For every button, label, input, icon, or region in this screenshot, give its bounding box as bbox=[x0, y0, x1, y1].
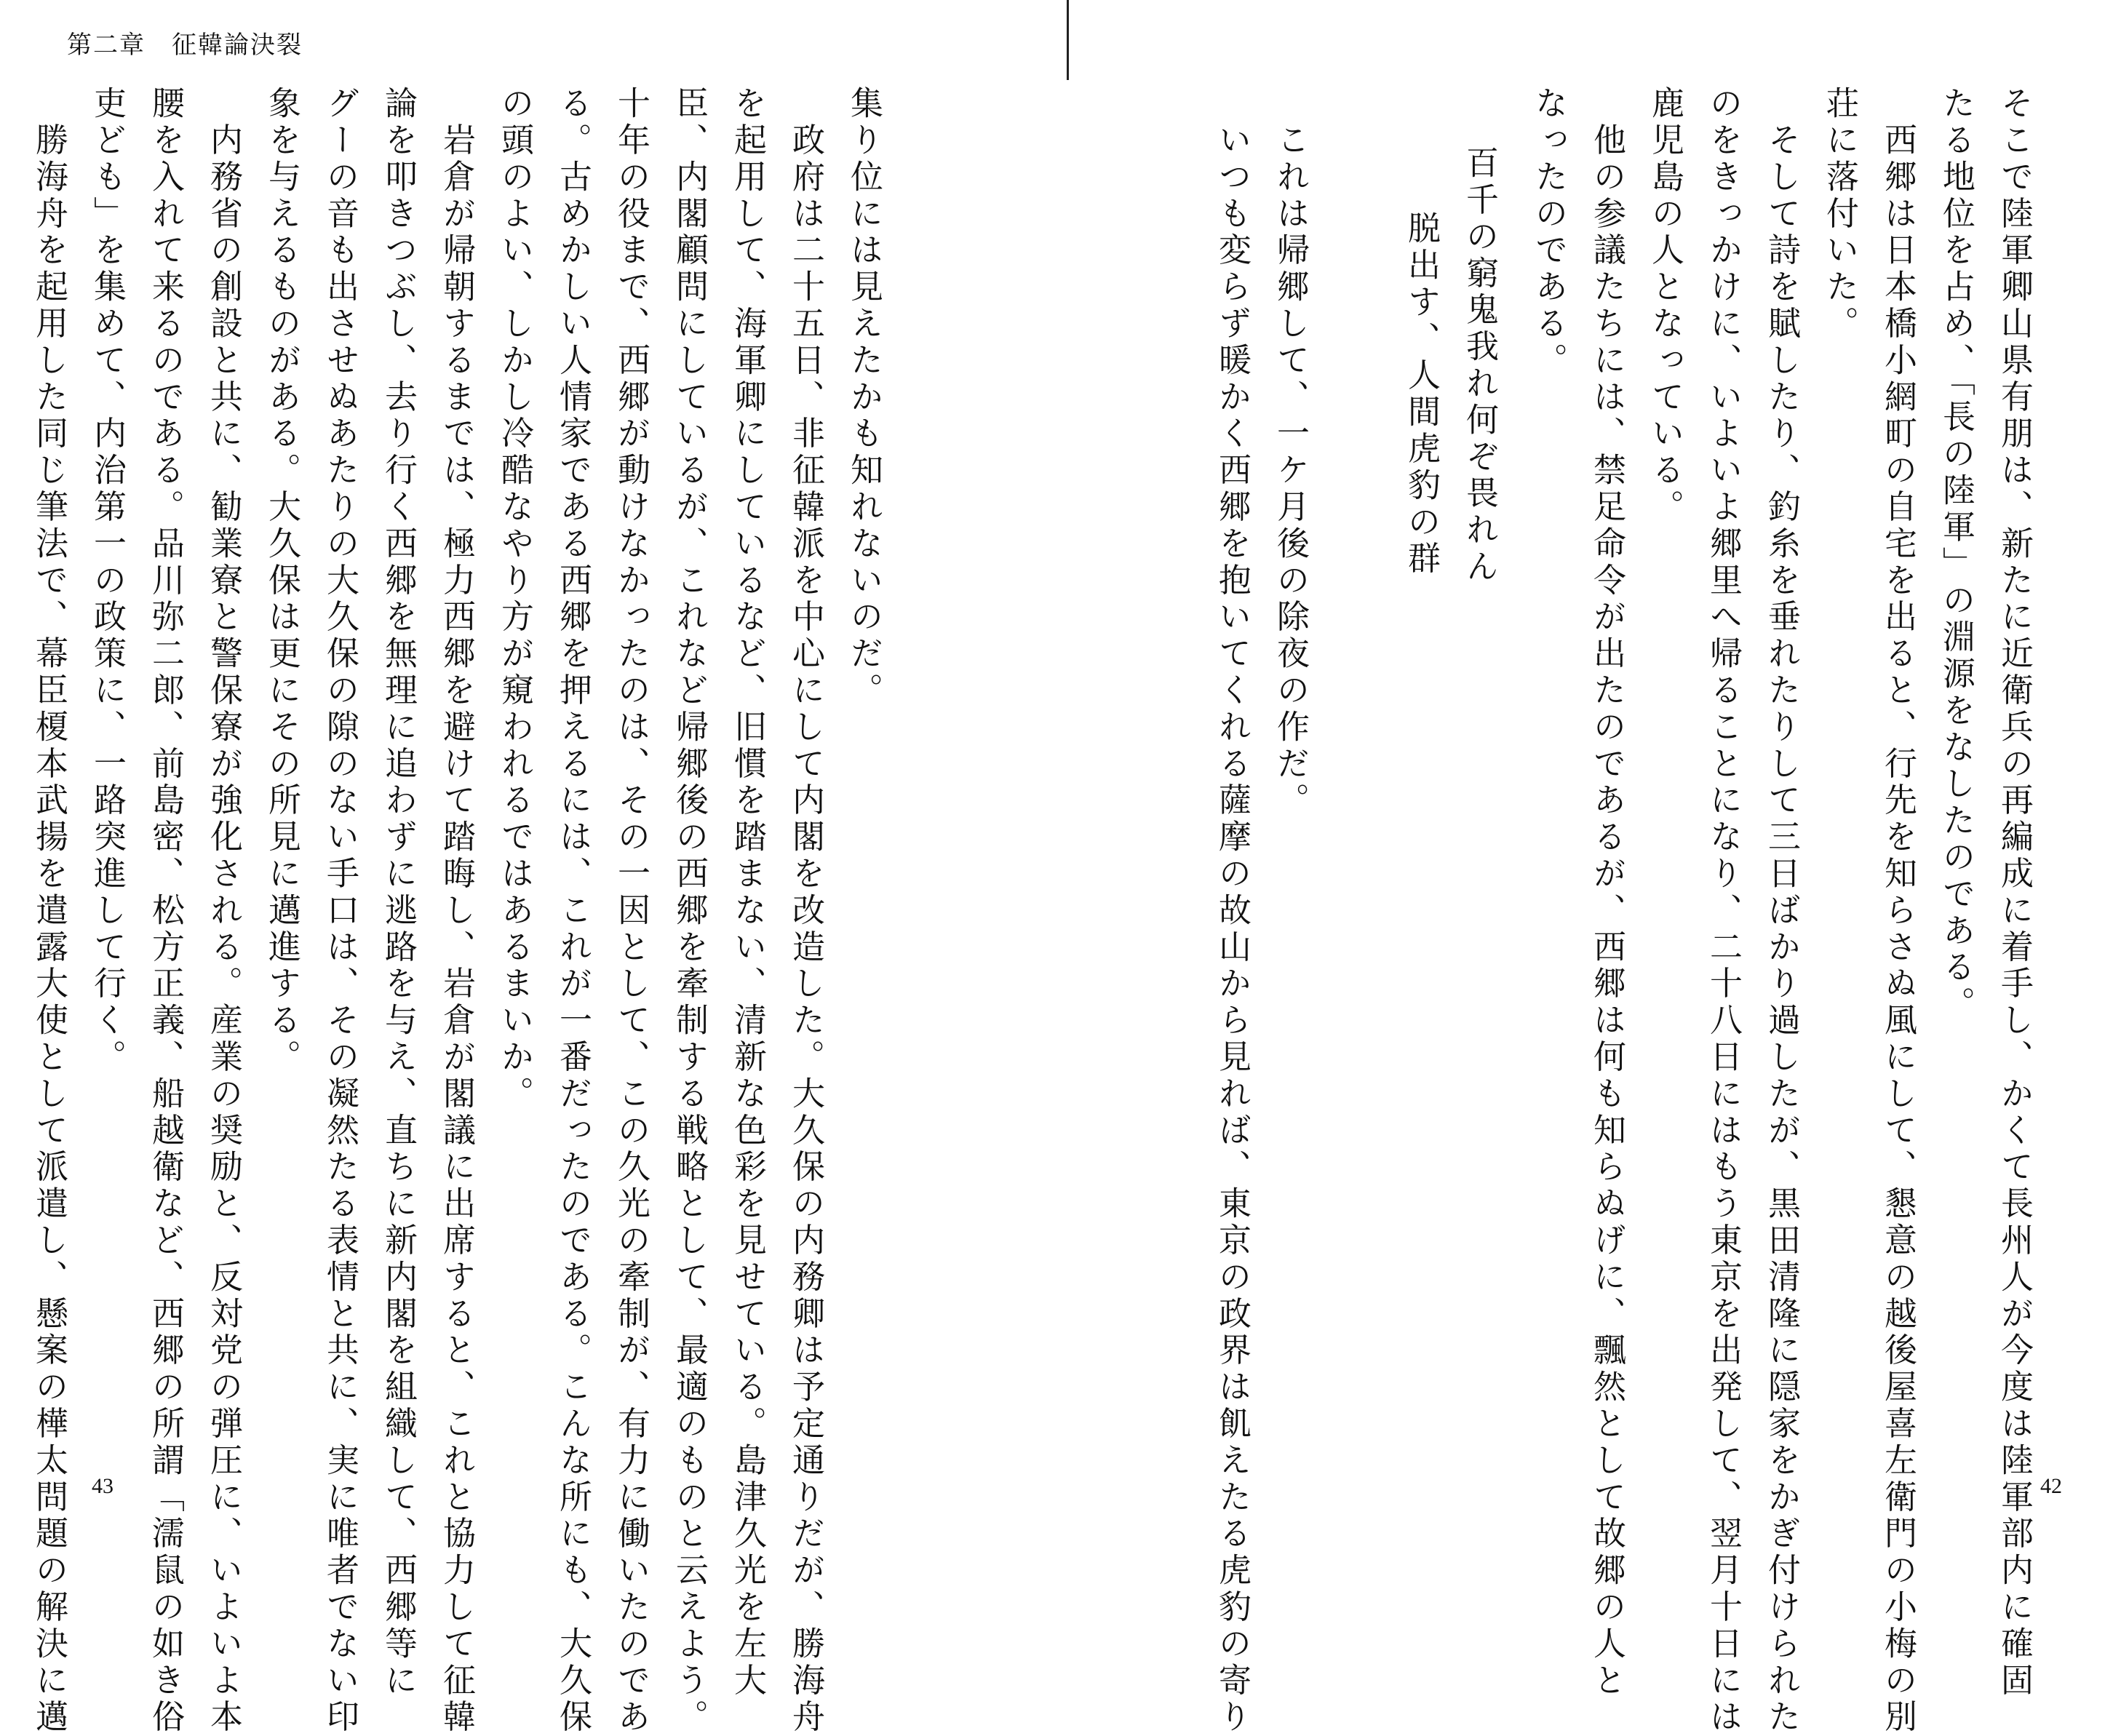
text-line: そこで陸軍卿山県有朋は、新たに近衛兵の再編成に着手し、かくて長州人が今度は陸軍部内に確固 bbox=[1995, 86, 2034, 1700]
text-line: 勝海舟を起用した同じ筆法で、幕臣榎本武揚を遣露大使として派遣し、懸案の樺太問題の解決に邁 bbox=[30, 86, 68, 1736]
page-number: 42 bbox=[2040, 1474, 2062, 1498]
text-line: グーの音も出させぬあたりの大久保の隙のない手口は、その凝然たる表情と共に、実に唯者でない印 bbox=[321, 86, 359, 1736]
poem-line: 脱出す、人間虎豹の群 bbox=[1402, 211, 1441, 578]
text-line: 腰を入れて来るのである。品川弥二郎、前島密、松方正義、船越衛など、西郷の所謂「濡鼠の如き俗 bbox=[146, 86, 185, 1736]
poem-line: 百千の窮鬼我れ何ぞ畏れん bbox=[1460, 146, 1499, 586]
right-page bbox=[1061, 0, 2121, 1736]
text-line: 論を叩きつぶし、去り行く西郷を無理に追わずに逃路を与え、直ちに新内閣を組織して、西郷等に bbox=[379, 86, 418, 1700]
text-line: の頭のよい、しかし冷酷なやり方が窺われるではあるまいか。 bbox=[496, 86, 534, 1113]
text-line: 西郷は日本橋小網町の自宅を出ると、行先を知らさぬ風にして、懇意の越後屋喜左衛門の小梅の別 bbox=[1879, 86, 1917, 1736]
text-line: たる地位を占め、「長の陸軍」の淵源をなしたのである。 bbox=[1937, 86, 1975, 1023]
text-line: 政府は二十五日、非征韓派を中心にして内閣を改造した。大久保の内務卿は予定通りだが、勝海舟 bbox=[787, 86, 825, 1736]
text-line: を起用して、海軍卿にしているなど、旧慣を踏まない、清新な色彩を見せている。島津久光を左大 bbox=[728, 86, 767, 1700]
text-line: 内務省の創設と共に、勧業寮と警保寮が強化される。産業の奨励と、反対党の弾圧に、いよいよ本 bbox=[204, 86, 243, 1736]
text-line: 十年の役まで、西郷が動けなかったのは、その一因として、この久光の牽制が、有力に働いたのであ bbox=[612, 86, 650, 1736]
text-line: 鹿児島の人となっている。 bbox=[1646, 86, 1684, 526]
text-line: のをきっかけに、いよいよ郷里へ帰ることになり、二十八日にはもう東京を出発して、翌月十日には bbox=[1704, 86, 1743, 1736]
text-line: 吏ども」を集めて、内治第一の政策に、一路突進して行く。 bbox=[88, 86, 127, 1076]
text-line: 岩倉が帰朝するまでは、極力西郷を避けて踏晦し、岩倉が閣議に出席すると、これと協力して征韓 bbox=[437, 86, 476, 1736]
text-line: 荘に落付いた。 bbox=[1820, 86, 1859, 343]
text-line: 象を与えるものがある。大久保は更にその所見に邁進する。 bbox=[263, 86, 301, 1076]
text-line: なったのである。 bbox=[1529, 86, 1568, 380]
text-line: いつも変らず暖かく西郷を抱いてくれる薩摩の故山から見れば、東京の政界は飢えたる虎豹の寄り bbox=[1213, 86, 1251, 1736]
running-head: 第二章 征韓論決裂 bbox=[67, 31, 303, 60]
text-line: 他の参議たちには、禁足命令が出たのであるが、西郷は何も知らぬげに、飄然として故郷の人と bbox=[1588, 86, 1626, 1700]
text-line: 集り位には見えたかも知れないのだ。 bbox=[845, 86, 883, 709]
text-line: これは帰郷して、一ケ月後の除夜の作だ。 bbox=[1271, 86, 1310, 819]
page-number: 43 bbox=[92, 1474, 114, 1498]
text-line: そして詩を賦したり、釣糸を垂れたりして三日ばかり過したが、黒田清隆に隠家をかぎ付けられた bbox=[1762, 86, 1801, 1736]
text-line: 臣、内閣顧問にしているが、これなど帰郷後の西郷を牽制する戦略として、最適のものと云えよう。 bbox=[670, 86, 709, 1736]
text-line: る。古めかしい人情家である西郷を押えるには、これが一番だったのである。こんな所にも、大久保 bbox=[554, 86, 592, 1736]
